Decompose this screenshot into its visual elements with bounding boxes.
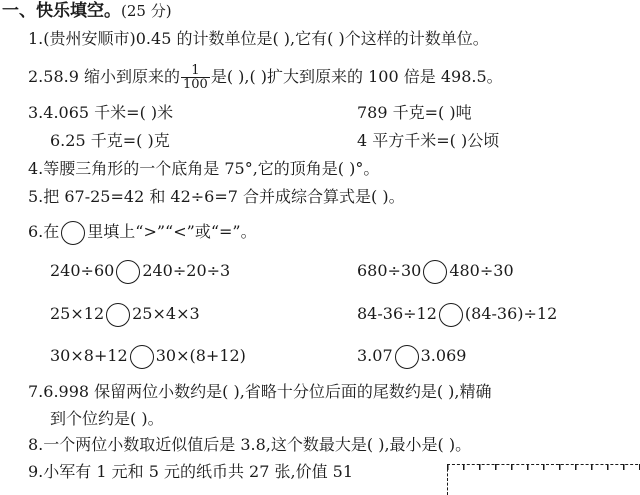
compare-item-5 <box>50 343 246 369</box>
compare-circle[interactable] <box>423 260 447 284</box>
compare-item-6 <box>357 343 466 369</box>
compare-circle-icon <box>61 221 85 245</box>
compare-right: (84-36)÷12 <box>464 304 558 323</box>
section-title: 一、快乐填空。 <box>2 1 121 21</box>
question-6-post: 里填上“>”“<”或“=”。 <box>87 222 257 241</box>
question-3c: 6.25 千克=( )克 <box>50 131 170 150</box>
compare-right: 25×4×3 <box>132 304 200 323</box>
compare-left: 680÷30 <box>357 261 422 280</box>
compare-left: 84-36÷12 <box>357 304 437 323</box>
question-3d: 4 平方千米=( )公顷 <box>357 131 500 150</box>
compare-left: 25×12 <box>50 304 105 323</box>
compare-item-2 <box>357 258 514 284</box>
compare-right: 30×(8+12) <box>155 346 246 365</box>
question-4: 4.等腰三角形的一个底角是 75°,它的顶角是( )°。 <box>28 159 380 178</box>
compare-right: 240÷20÷3 <box>142 261 231 280</box>
compare-circle[interactable] <box>106 303 130 327</box>
compare-item-3 <box>50 301 200 327</box>
question-5: 5.把 67-25=42 和 42÷6=7 合并成综合算式是( )。 <box>28 187 405 206</box>
fraction-denominator: 100 <box>182 77 208 92</box>
compare-circle[interactable] <box>395 345 419 369</box>
compare-right: 480÷30 <box>449 261 514 280</box>
question-2-pre: 2.58.9 缩小到原来的 <box>28 67 180 86</box>
compare-circle[interactable] <box>130 345 154 369</box>
compare-circle[interactable] <box>439 303 463 327</box>
question-7b: 到个位约是( )。 <box>50 409 164 428</box>
question-2-post: 是( ),( )扩大到原来的 100 倍是 498.5。 <box>210 67 503 86</box>
question-8: 8.一个两位小数取近似值后是 3.8,这个数最大是( ),最小是( )。 <box>28 435 472 454</box>
question-3b: 789 千克=( )吨 <box>357 103 472 122</box>
fraction-numerator: 1 <box>181 64 210 78</box>
compare-left: 3.07 <box>357 346 393 365</box>
compare-left: 30×8+12 <box>50 346 128 365</box>
compare-right: 3.069 <box>420 346 467 365</box>
compare-circle[interactable] <box>116 260 140 284</box>
question-6-pre: 6.在 <box>28 222 60 241</box>
compare-left: 240÷60 <box>50 261 115 280</box>
compare-item-1 <box>50 258 230 284</box>
section-score: (25 分) <box>121 2 172 20</box>
answer-box-ticks <box>447 464 640 470</box>
question-1: 1.(贵州安顺市)0.45 的计数单位是( ),它有( )个这样的计数单位。 <box>28 29 489 48</box>
question-7a: 7.6.998 保留两位小数约是( ),省略十分位后面的尾数约是( ),精确 <box>28 382 492 401</box>
question-6 <box>28 219 257 245</box>
compare-item-4 <box>357 301 557 327</box>
section-heading <box>2 0 172 22</box>
question-9: 9.小军有 1 元和 5 元的纸币共 27 张,价值 51 <box>28 462 354 481</box>
question-3a: 3.4.065 千米=( )米 <box>28 103 174 122</box>
fraction <box>181 64 210 91</box>
question-2 <box>28 62 503 92</box>
